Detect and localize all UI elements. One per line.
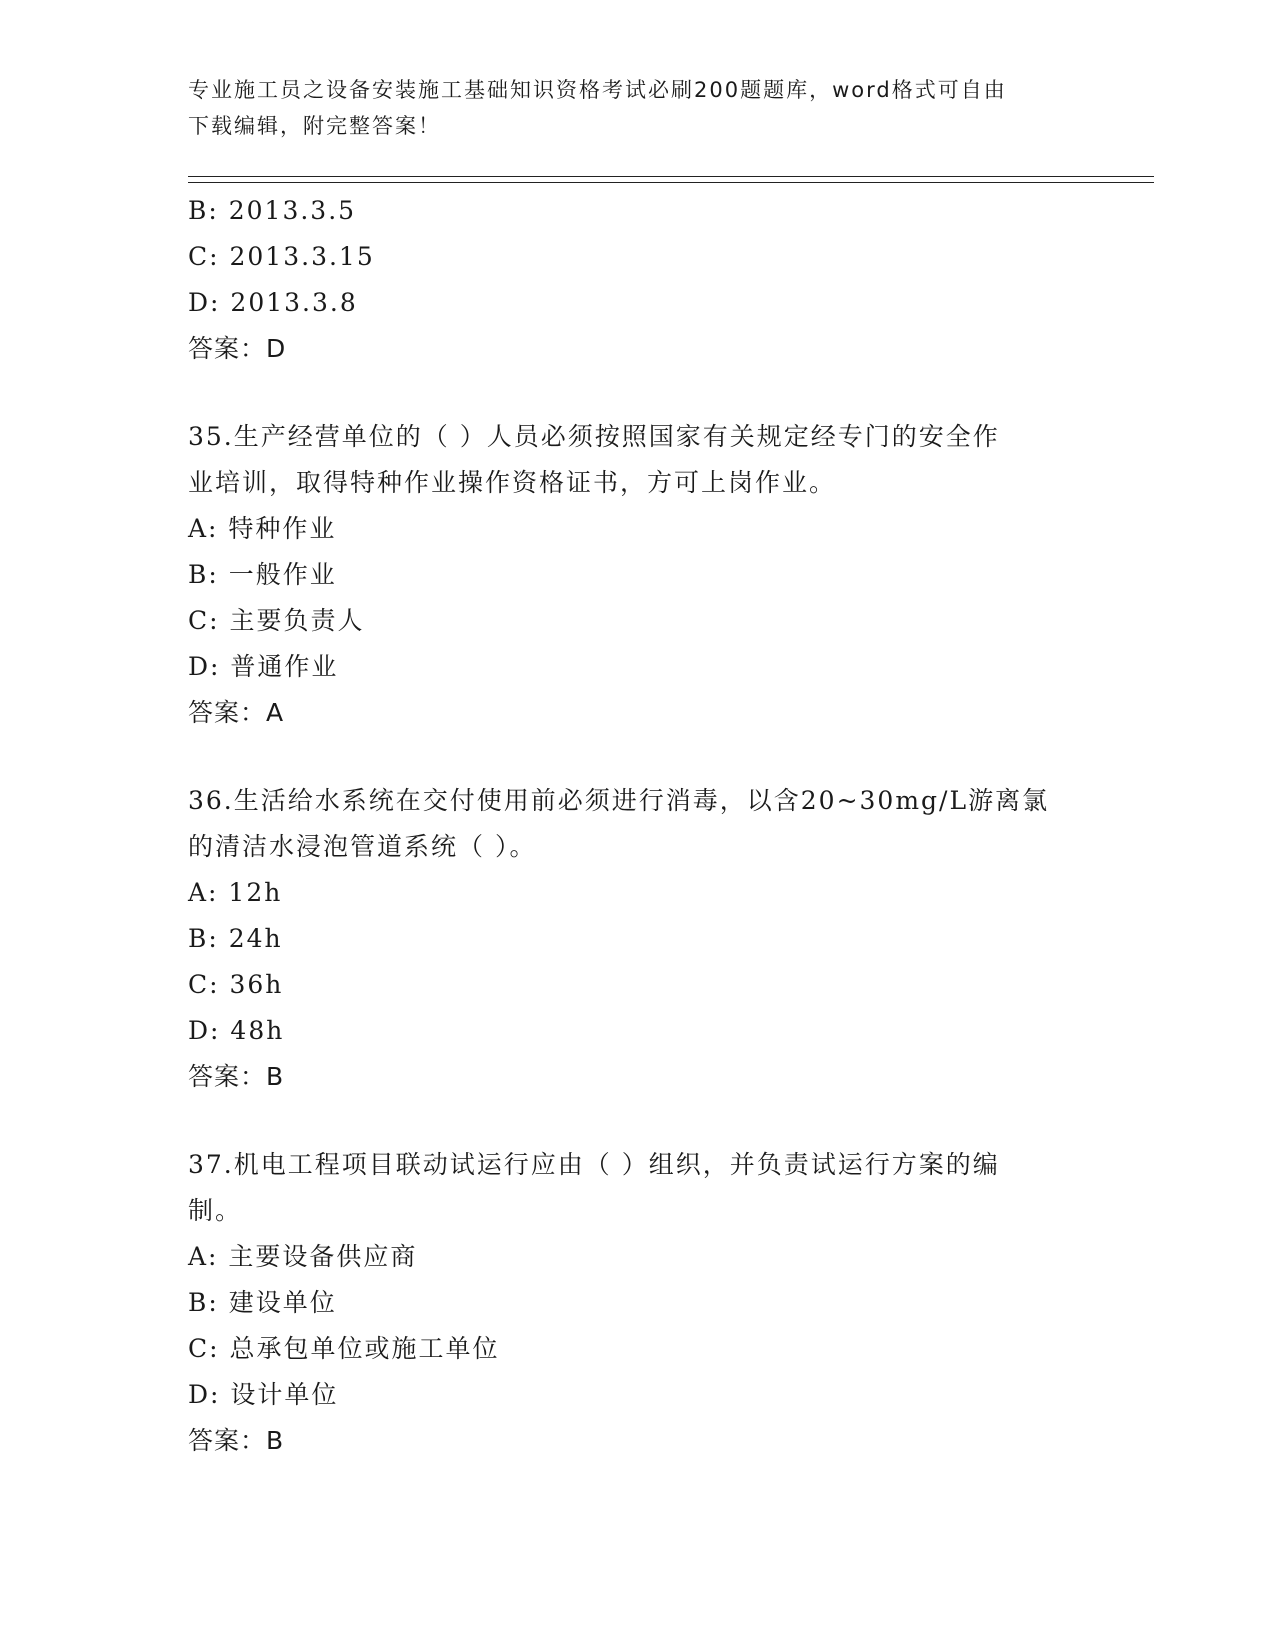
answer-line: 答案：A [188, 698, 285, 727]
question-stem-line-1: 36.生活给水系统在交付使用前必须进行消毒，以含20~30mg/L游离氯 [188, 786, 1050, 815]
option-d: D: 48h [188, 1016, 285, 1045]
option-a: A: 主要设备供应商 [188, 1242, 418, 1271]
question-36 [188, 778, 1088, 1100]
spacer [188, 1100, 1088, 1142]
option-b: B: 2013.3.5 [188, 196, 357, 225]
option-d: D: 设计单位 [188, 1380, 339, 1409]
option-d: D: 2013.3.8 [188, 288, 358, 317]
option-b: B: 一般作业 [188, 560, 337, 589]
answer-line: 答案：B [188, 1062, 285, 1091]
option-a: A: 特种作业 [188, 514, 337, 543]
option-d: D: 普通作业 [188, 652, 339, 681]
option-c: C: 36h [188, 970, 284, 999]
option-b: B: 建设单位 [188, 1288, 337, 1317]
answer-line: 答案：D [188, 334, 287, 363]
question-stem-line-2: 的清洁水浸泡管道系统（ ）。 [188, 832, 537, 861]
question-stem-line-2: 制。 [188, 1196, 243, 1225]
question-stem-line-1: 35.生产经营单位的（ ）人员必须按照国家有关规定经专门的安全作 [188, 422, 1000, 451]
header-divider-bottom [188, 182, 1154, 183]
question-35 [188, 414, 1088, 736]
option-c: C: 总承包单位或施工单位 [188, 1334, 500, 1363]
option-c: C: 主要负责人 [188, 606, 365, 635]
header-divider-top [188, 176, 1154, 177]
header-title-line-1: 专业施工员之设备安装施工基础知识资格考试必刷200题题库，word格式可自由 [188, 78, 1007, 102]
question-list [188, 188, 1088, 1464]
spacer [188, 736, 1088, 778]
answer-line: 答案：B [188, 1426, 285, 1455]
option-c: C: 2013.3.15 [188, 242, 375, 271]
question-34 [188, 188, 1088, 372]
document-header [188, 72, 1068, 144]
spacer [188, 372, 1088, 414]
option-a: A: 12h [188, 878, 283, 907]
question-stem-line-2: 业培训，取得特种作业操作资格证书，方可上岗作业。 [188, 468, 837, 497]
question-stem-line-1: 37.机电工程项目联动试运行应由（ ）组织，并负责试运行方案的编 [188, 1150, 1000, 1179]
header-title-line-2: 下载编辑，附完整答案！ [188, 114, 441, 138]
option-b: B: 24h [188, 924, 283, 953]
question-37 [188, 1142, 1088, 1464]
